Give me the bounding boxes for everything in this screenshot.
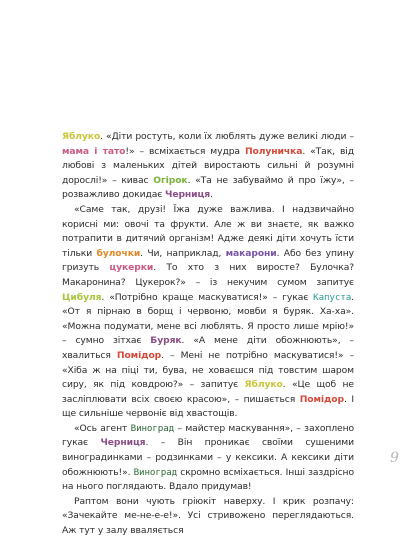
highlighted-word: цукерки (109, 262, 154, 274)
highlighted-word: мама і тато (62, 145, 126, 157)
text-run: . Чи, наприклад, (140, 247, 226, 259)
highlighted-word: Цибуля (62, 291, 102, 303)
text-run: «Саме так, друзі! Їжа дуже важлива. І надзвичайно корисні ми: овочі та фрукти. Але ж ви знаєте, як важко потрапити в дитячий організм! Адже деякі діти хочуть їсти тільки (62, 203, 354, 259)
highlighted-word: Черниця (165, 189, 211, 201)
highlighted-word: Буряк (150, 335, 182, 347)
text-run: !» – всміхається мудра (125, 145, 245, 157)
highlighted-word: Полуничка (244, 145, 303, 157)
highlighted-word: Яблуко (62, 131, 101, 142)
text-run: . І ще сильніше червоніє від хвастощів. (62, 393, 354, 420)
highlighted-word: Капуста (313, 291, 352, 303)
highlighted-word: Черниця (100, 437, 146, 449)
highlighted-word: Огірок (153, 174, 188, 186)
highlighted-word: Яблуко (244, 379, 283, 391)
text-run: . То хто з них виросте? Булочка? Макаронина? Цукерок?» – із некучим сумом запитує (62, 262, 354, 288)
page-number: 9 (390, 450, 399, 466)
highlighted-word: булочки (96, 247, 141, 259)
text-run: . «А мене діти обожнюють», – хвалиться (62, 335, 354, 361)
text-run: . – Він проникає своїми сушеними виноградинками – родзинками – у кексики. А кексики діти обожнюють!». (62, 437, 354, 478)
highlighted-word: Виноград (133, 466, 178, 478)
text-run: . (210, 189, 213, 201)
story-text (62, 130, 354, 539)
text-run: . – Мені не потрібно маскуватися!» – «Хіба ж на піці ти, бува, не ховаєшся під товстим шаром сиру, як під ковдрою?» – запитує (62, 349, 355, 391)
highlighted-word: Виноград (130, 422, 175, 434)
highlighted-word: Помідор (116, 349, 162, 361)
text-run: . «Так, від любові з маленьких дітей виростають сильні й розумні дорослі!» – кивас (62, 145, 354, 186)
text-run: «Ось агент (74, 422, 131, 434)
text-run: скромно всміхається. Інші заздрісно на нього поглядають. Вдало придумав! (62, 466, 354, 493)
text-run: . «Та не забуваймо й про їжу», – розважливо докидає (62, 174, 354, 201)
highlighted-word: Помідор (299, 393, 344, 405)
text-run: . «От я пірнаю в борщ і червоню, мовби я буряк. Ха-ха». «Можна подумати, мене всі люблять. Я просто лише мрію!» – сумно зітхає (62, 291, 354, 347)
text-run: – майстер маскування», – захоплено гукає (62, 422, 355, 449)
text-run: . «Діти ростуть, коли їх люблять дуже великі люди – (100, 131, 354, 142)
highlighted-word: макарони (225, 247, 277, 259)
paragraph (62, 422, 354, 495)
text-run: . «Це щоб не засліплювати всіх своєю красою», – пишається (62, 379, 354, 405)
text-run: . Або без упину гризуть (62, 247, 354, 274)
text-run: . «Потрібно краще маскуватися!» – гукає (101, 291, 314, 303)
text-run: Раптом вони чують гріюкіт наверху. І крик розпачу: «Зачекайте ме-не-е-е!». Усі стривожено переглядаються. Аж тут у залу вваляється (62, 495, 354, 537)
paragraph (62, 203, 354, 422)
paragraph (62, 495, 354, 539)
paragraph (62, 130, 354, 203)
